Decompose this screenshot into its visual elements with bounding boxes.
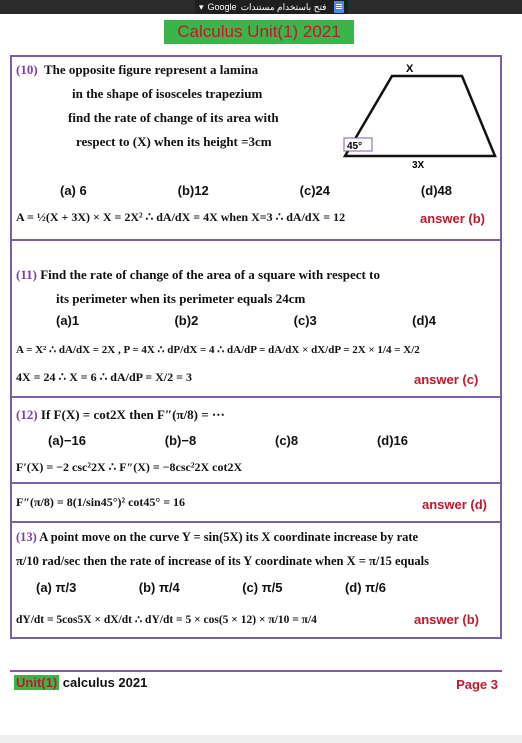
trapezium-top-label: X bbox=[406, 63, 414, 75]
separator bbox=[10, 521, 502, 523]
q10-option-d: (d)48 bbox=[420, 183, 452, 198]
q11-options bbox=[56, 313, 436, 328]
q11-work1: A = X² ∴ dA/dX = 2X , P = 4X ∴ dP/dX = 4 ∴ dA/dP = dA/dX × dX/dP = 2X × 1/4 = X/2 bbox=[16, 344, 420, 356]
q10-option-b: (b)12 bbox=[177, 183, 209, 198]
footer-unit: Unit(1) bbox=[16, 675, 58, 690]
page-edge bbox=[0, 735, 522, 743]
open-with-label: فتح باستخدام مستندات bbox=[240, 2, 327, 12]
q10-options bbox=[60, 183, 500, 198]
q10-option-c: (c)24 bbox=[299, 183, 330, 198]
q11-line2: its perimeter when its perimeter equals 24cm bbox=[56, 291, 306, 306]
q13-line1: (13) A point move on the curve Y = sin(5X) its X coordinate increase by rate bbox=[16, 530, 419, 544]
q11-option-d: (d)4 bbox=[412, 313, 436, 328]
q10-line1: (10) The opposite figure represent a lamina bbox=[16, 62, 259, 77]
footer-course bbox=[14, 675, 147, 690]
q12-work1: F′(X) = −2 csc²2X ∴ F″(X) = −8csc²2X cot2X bbox=[16, 460, 243, 474]
q11-work2: 4X = 24 ∴ X = 6 ∴ dA/dP = X/2 = 3 bbox=[16, 370, 192, 384]
top-toolbar bbox=[0, 0, 522, 14]
q12-answer: answer (d) bbox=[422, 497, 488, 512]
q12-option-d: (d)16 bbox=[376, 433, 408, 448]
page-number: Page 3 bbox=[456, 677, 498, 692]
q13-option-a: (a) π/3 bbox=[36, 580, 77, 595]
footer-course-name: calculus 2021 bbox=[59, 675, 148, 690]
separator bbox=[10, 239, 502, 241]
q12-option-c: (c)8 bbox=[275, 433, 299, 448]
q12-option-a: (a)−16 bbox=[48, 433, 86, 448]
q11-option-c: (c)3 bbox=[293, 313, 317, 328]
q12-work2: F″(π/8) = 8(1/sin45°)² cot45° = 16 bbox=[16, 495, 186, 509]
q13-answer: answer (b) bbox=[414, 612, 480, 627]
q13-work: dY/dt = 5cos5X × dX/dt ∴ dY/dt = 5 × cos(5 × 12) × π/10 = π/4 bbox=[16, 614, 317, 626]
q13-options bbox=[36, 580, 386, 595]
chevron-down-icon: ▾ bbox=[199, 2, 204, 12]
q13-line2: π/10 rad/sec then the rate of increase of its Y coordinate when X = π/15 equals bbox=[16, 554, 430, 568]
q10-option-a: (a) 6 bbox=[60, 183, 87, 198]
open-with-google-docs[interactable] bbox=[195, 0, 348, 14]
q13-option-d: (d) π/6 bbox=[344, 580, 386, 595]
q10-line4: respect to (X) when its height =3cm bbox=[76, 134, 272, 149]
google-label: Google bbox=[207, 2, 237, 12]
separator bbox=[10, 482, 502, 484]
q11-option-b: (b)2 bbox=[174, 313, 199, 328]
q11-line1: (11) Find the rate of change of the area of a square with respect to bbox=[16, 267, 380, 282]
angle-label: 45° bbox=[347, 141, 363, 152]
separator bbox=[10, 396, 502, 398]
q12-options bbox=[48, 433, 408, 448]
q11-answer: answer (c) bbox=[414, 372, 479, 387]
q13-option-b: (b) π/4 bbox=[138, 580, 180, 595]
q10-line3: find the rate of change of its area with bbox=[68, 110, 279, 125]
q10-answer: answer (b) bbox=[420, 211, 486, 226]
trapezium-bottom-label: 3X bbox=[412, 160, 425, 168]
q10-line2: in the shape of isosceles trapezium bbox=[72, 86, 263, 101]
q11-option-a: (a)1 bbox=[56, 313, 80, 328]
q10-work: A = ½(X + 3X) × X = 2X² ∴ dA/dX = 4X when X=3 ∴ dA/dX = 12 bbox=[16, 210, 346, 224]
q12-option-b: (b)−8 bbox=[164, 433, 197, 448]
q13-option-c: (c) π/5 bbox=[242, 580, 283, 595]
trapezium-figure bbox=[340, 56, 500, 168]
page-header-title: Calculus Unit(1) 2021 bbox=[164, 20, 354, 44]
q12-line1: (12) If F(X) = cot2X then F″(π/8) = ⋯ bbox=[16, 407, 225, 422]
google-docs-icon bbox=[334, 1, 344, 13]
